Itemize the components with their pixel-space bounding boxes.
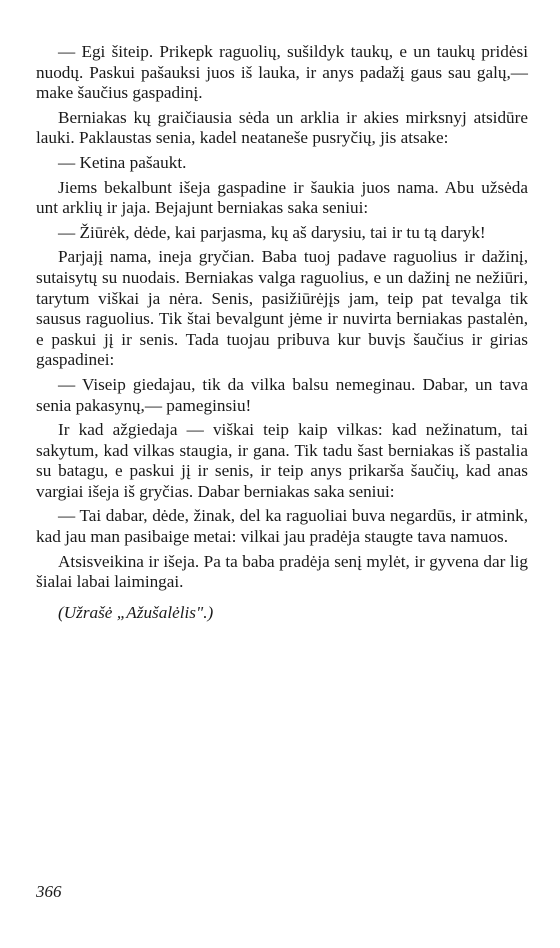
source-note: (Užrašė „Ažušalėlis".): [58, 602, 214, 622]
paragraph: — Ketina pašaukt.: [58, 152, 187, 172]
paragraph: Parjajį nama, ineja gryčian. Baba tuoj padave raguolius ir dažinį, sutaisytų su nuodais. Berniakas valga raguolius, e un dažinį ne nežiūri, tarytum viškai ja nėra. Senis, pasižiūrėjįs jam, teip pat tevalga tik sausus raguolius. Tik štai bevalgunt jėme ir nuvirta berniakas pastalėn, e paskui jį ir senis. Tada tuojau pribuva kur buvįs šaučius ir girias gaspadinei:: [36, 247, 528, 370]
paragraph: Atsisveikina ir išeja. Pa ta baba pradėja senį mylėt, ir gyvena dar lig šialai labai laimingai.: [36, 551, 528, 592]
paragraph: — Viseip giedajau, tik da vilka balsu nemeginau. Dabar, un tava senia pakasynų,— pameginsiu!: [36, 374, 528, 415]
paragraph: Jiems bekalbunt išeja gaspadine ir šaukia juos nama. Abu užsėda unt arklių ir jaja. Bejajunt berniakas saka seniui:: [36, 177, 528, 218]
paragraph: Berniakas kų graičiausia sėda un arklia ir akies mirksnyj atsidūre lauki. Paklaustas senia, kadel neataneše pusryčių, jis atsake:: [36, 107, 528, 148]
page-text: [36, 38, 528, 623]
paragraph: — Egi šiteip. Prikepk raguolių, sušildyk taukų, e un taukų pridėsi nuodų. Paskui pašauksi juos iš lauka, ir anys padažį gaus sau galų,— make šaučius gaspadinį.: [36, 42, 528, 103]
paragraph: — Žiūrėk, dėde, kai parjasma, kų aš darysiu, tai ir tu tą daryk!: [58, 222, 486, 242]
paragraph: Ir kad ažgiedaja — viškai teip kaip vilkas: kad nežinatum, tai sakytum, kad vilkas staugia, ir gana. Tik tadu šast berniakas iš pastalia su batagu, e paskui jį ir senis, ir teip anys prikarša šaučių, kad anas vargiai išeja iš gryčias. Dabar berniakas saka seniui:: [36, 420, 528, 501]
page-number: 366: [36, 882, 62, 901]
paragraph: — Tai dabar, dėde, žinak, del ka raguoliai buva negardūs, ir atmink, kad jau man pasibaige metai: vilkai jau pradėja staugte tava namuos.: [36, 506, 528, 547]
